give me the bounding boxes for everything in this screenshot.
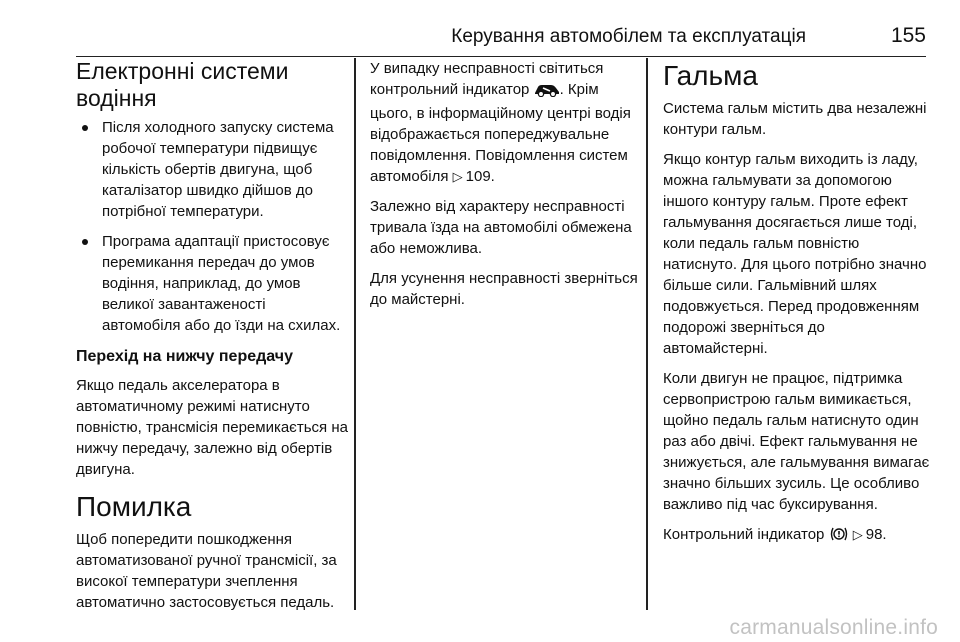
section-heading: Електронні системи водіння	[76, 58, 289, 111]
section-title: Гальма	[663, 60, 758, 91]
paragraph: Якщо контур гальм виходить із ладу, можна гальмувати за допомогою іншого контуру гальм. Проте ефект гальмування досягається лише тоді, коли педаль гальм повністю натиснуто. Для цього потрібно значно більше сили. Гальмівний шлях подовжується. Перед продовженням подорожі зверніться до автомайстерні.	[663, 151, 927, 357]
bullet-icon	[82, 239, 88, 245]
column-divider	[646, 58, 648, 610]
paragraph: У випадку несправності світиться контрольний індикатор . Крім цього, в інформаційному центрі водія відображається попереджувальне повідомлення. Повідомлення систем автомобіля ▷ 109.	[370, 60, 631, 185]
paragraph: Коли двигун не працює, підтримка сервопристрою гальм вимикається, щойно педаль гальм натиснуто один раз або двічі. Ефект гальмування не знижується, але гальмування вимагає значно більших зусиль. Це особливо важливо під час буксирування.	[663, 370, 930, 513]
paragraph: Контрольний індикатор ▷ 98.	[663, 524, 931, 548]
page-reference[interactable]: 109.	[465, 168, 495, 185]
paragraph: Щоб попередити пошкодження автоматизованої ручної трансмісії, за високої температури зчеплення автоматично застосовується педаль.	[76, 531, 337, 611]
list-item: Після холодного запуску система робочої температури підвищує кількість обертів двигуна, щоб каталізатор швидко дійшов до потрібної температури.	[76, 117, 348, 222]
page-reference[interactable]: 98.	[865, 526, 887, 543]
section-title: Помилка	[76, 491, 192, 522]
column-middle	[370, 58, 638, 319]
header-title: Керування автомобілем та експлуатація	[451, 26, 806, 47]
bullet-icon	[82, 125, 88, 131]
reference-arrow-icon: ▷	[452, 169, 463, 184]
page-number: 155	[890, 24, 926, 47]
reference-arrow-icon: ▷	[852, 527, 863, 542]
paragraph: Система гальм містить два незалежні контури гальм.	[663, 100, 927, 138]
list-item: Програма адаптації пристосовує перемикання передач до умов водіння, наприклад, до умов великої завантаженості автомобіля або до їзди на схилах.	[76, 231, 348, 336]
car-service-indicator-icon	[534, 81, 560, 103]
page-header	[76, 16, 926, 57]
paragraph: Якщо педаль акселератора в автоматичному режимі натиснуто повністю, трансмісія перемикається на нижчу передачу, залежно від обертів двигуна.	[76, 377, 348, 478]
paragraph: Залежно від характеру несправності тривала їзда на автомобілі обмежена або неможлива.	[370, 198, 632, 257]
column-right	[663, 58, 931, 557]
brake-indicator-icon	[829, 526, 849, 548]
paragraph: Для усунення несправності зверніться до майстерні.	[370, 270, 638, 308]
watermark: carmanualsonline.info	[729, 616, 938, 639]
column-divider	[354, 58, 356, 610]
bullet-list	[76, 117, 348, 336]
column-left	[76, 58, 348, 622]
subheading: Перехід на нижчу передачу	[76, 348, 293, 365]
